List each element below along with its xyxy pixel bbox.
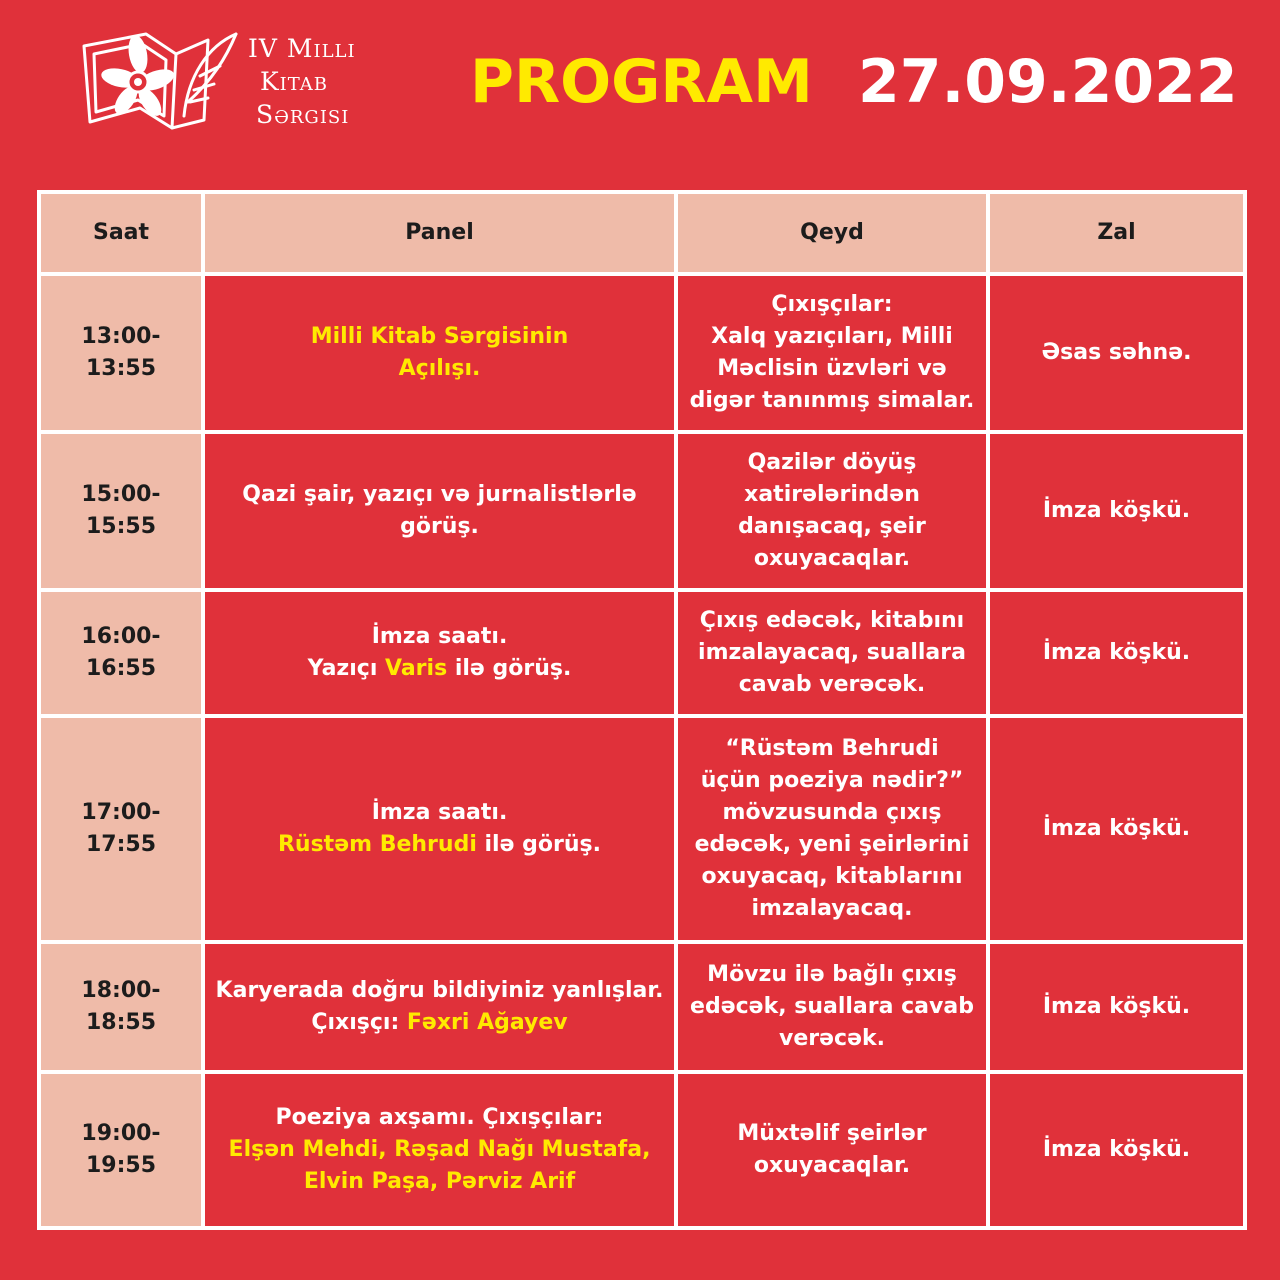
highlighted-name: Rüstəm Behrudi	[277, 832, 477, 857]
time-line: 15:55	[85, 514, 157, 539]
logo-line-3: Sərgisi	[256, 100, 350, 129]
note-line: “Rüstəm Behrudi	[725, 736, 939, 761]
panel-text: ilə görüş.	[447, 656, 572, 681]
column-header-hall: Zal	[988, 192, 1245, 274]
note-line: Xalq yazıçıları, Milli	[711, 324, 953, 349]
hall-cell: İmza köşkü.	[988, 1072, 1245, 1228]
panel-text: Karyerada doğru bildiyiniz yanlışlar.	[215, 978, 664, 1003]
panel-text: İmza saatı.	[371, 800, 508, 825]
panel-line	[211, 353, 668, 385]
note-line: üçün poeziya nədir?”	[700, 768, 964, 793]
time-line: 13:55	[85, 356, 157, 381]
note-cell	[676, 942, 988, 1072]
note-line: imzalayacaq.	[751, 896, 913, 921]
table-header-row	[39, 192, 1245, 274]
panel-line	[211, 621, 668, 653]
panel-cell	[203, 942, 676, 1072]
column-header-panel: Panel	[203, 192, 676, 274]
highlighted-name: Varis	[385, 656, 448, 681]
panel-cell	[203, 590, 676, 716]
panel-line	[211, 1134, 668, 1166]
note-cell	[676, 274, 988, 432]
note-line: oxuyacaq, kitablarını	[701, 864, 963, 889]
panel-line	[211, 653, 668, 685]
time-cell	[39, 432, 203, 590]
time-line: 19:55	[85, 1153, 157, 1178]
note-line: xatirələrindən	[744, 482, 920, 507]
note-line: Çıxış edəcək, kitabını	[699, 608, 965, 633]
table-row	[39, 432, 1245, 590]
highlighted-name: Elvin Paşa, Pərviz Arif	[303, 1169, 576, 1194]
panel-cell	[203, 274, 676, 432]
note-line: mövzusunda çıxış	[722, 800, 942, 825]
note-line: oxuyacaqlar.	[753, 546, 911, 571]
note-line: oxuyacaqlar.	[753, 1153, 911, 1178]
table-row	[39, 942, 1245, 1072]
time-cell	[39, 274, 203, 432]
page-header	[0, 0, 1280, 190]
note-line: Müxtəlif şeirlər	[737, 1121, 927, 1146]
panel-text: Çıxışçı:	[311, 1010, 407, 1035]
exhibition-logo	[76, 24, 396, 144]
logo-line-1: IV Milli	[248, 34, 356, 63]
panel-text: İmza saatı.	[371, 624, 508, 649]
panel-text: Yazıçı	[307, 656, 386, 681]
hall-cell: Əsas səhnə.	[988, 274, 1245, 432]
note-line: edəcək, suallara cavab	[690, 994, 974, 1019]
hall-cell: İmza köşkü.	[988, 432, 1245, 590]
table-row	[39, 274, 1245, 432]
note-line: digər tanınmış simalar.	[689, 388, 975, 413]
note-line: Çıxışçılar:	[771, 292, 893, 317]
panel-cell	[203, 432, 676, 590]
note-cell	[676, 590, 988, 716]
hall-cell: İmza köşkü.	[988, 942, 1245, 1072]
hall-cell: İmza köşkü.	[988, 590, 1245, 716]
time-cell	[39, 942, 203, 1072]
note-cell	[676, 1072, 988, 1228]
panel-line	[211, 479, 668, 511]
time-cell	[39, 716, 203, 942]
table-row	[39, 716, 1245, 942]
logo-line-2: Kitab	[260, 67, 329, 96]
note-line: Məclisin üzvləri və	[717, 356, 947, 381]
highlighted-name: Milli Kitab Sərgisinin	[310, 324, 569, 349]
note-line: verəcək.	[779, 1026, 885, 1051]
panel-line	[211, 1007, 668, 1039]
panel-line	[211, 797, 668, 829]
logo-wordmark	[248, 32, 356, 131]
note-line: imzalayacaq, suallara	[698, 640, 966, 665]
panel-cell	[203, 716, 676, 942]
highlighted-name: Elşən Mehdi, Rəşad Nağı Mustafa,	[228, 1137, 651, 1162]
book-flower-feather-icon	[76, 24, 246, 134]
note-line: Qazilər döyüş	[747, 450, 917, 475]
note-line: edəcək, yeni şeirlərini	[694, 832, 970, 857]
panel-line	[211, 829, 668, 861]
time-cell	[39, 1072, 203, 1228]
panel-line	[211, 1166, 668, 1198]
panel-line	[211, 511, 668, 543]
time-cell	[39, 590, 203, 716]
time-line: 16:00-	[81, 624, 161, 649]
time-line: 15:00-	[81, 482, 161, 507]
column-header-time: Saat	[39, 192, 203, 274]
hall-cell: İmza köşkü.	[988, 716, 1245, 942]
panel-cell	[203, 1072, 676, 1228]
panel-line	[211, 975, 668, 1007]
panel-text: Poeziya axşamı. Çıxışçılar:	[275, 1105, 604, 1130]
note-line: cavab verəcək.	[738, 672, 926, 697]
schedule-table	[37, 190, 1247, 1230]
panel-text: görüş.	[400, 514, 479, 539]
highlighted-name: Açılışı.	[398, 356, 481, 381]
program-title: PROGRAM	[470, 47, 813, 117]
column-header-note: Qeyd	[676, 192, 988, 274]
table-row	[39, 1072, 1245, 1228]
note-line: danışacaq, şeir	[738, 514, 926, 539]
panel-line	[211, 1102, 668, 1134]
time-line: 17:55	[85, 832, 157, 857]
time-line: 17:00-	[81, 800, 161, 825]
note-line: Mövzu ilə bağlı çıxış	[707, 962, 957, 987]
table-row	[39, 590, 1245, 716]
time-line: 18:00-	[81, 978, 161, 1003]
panel-text: Qazi şair, yazıçı və jurnalistlərlə	[242, 482, 637, 507]
highlighted-name: Fəxri Ağayev	[406, 1010, 568, 1035]
schedule-body	[39, 274, 1245, 1228]
time-line: 19:00-	[81, 1121, 161, 1146]
time-line: 13:00-	[81, 324, 161, 349]
panel-line	[211, 321, 668, 353]
note-cell	[676, 432, 988, 590]
time-line: 16:55	[85, 656, 157, 681]
note-cell	[676, 716, 988, 942]
panel-text: ilə görüş.	[476, 832, 602, 857]
program-date: 27.09.2022	[858, 47, 1238, 117]
time-line: 18:55	[85, 1010, 157, 1035]
